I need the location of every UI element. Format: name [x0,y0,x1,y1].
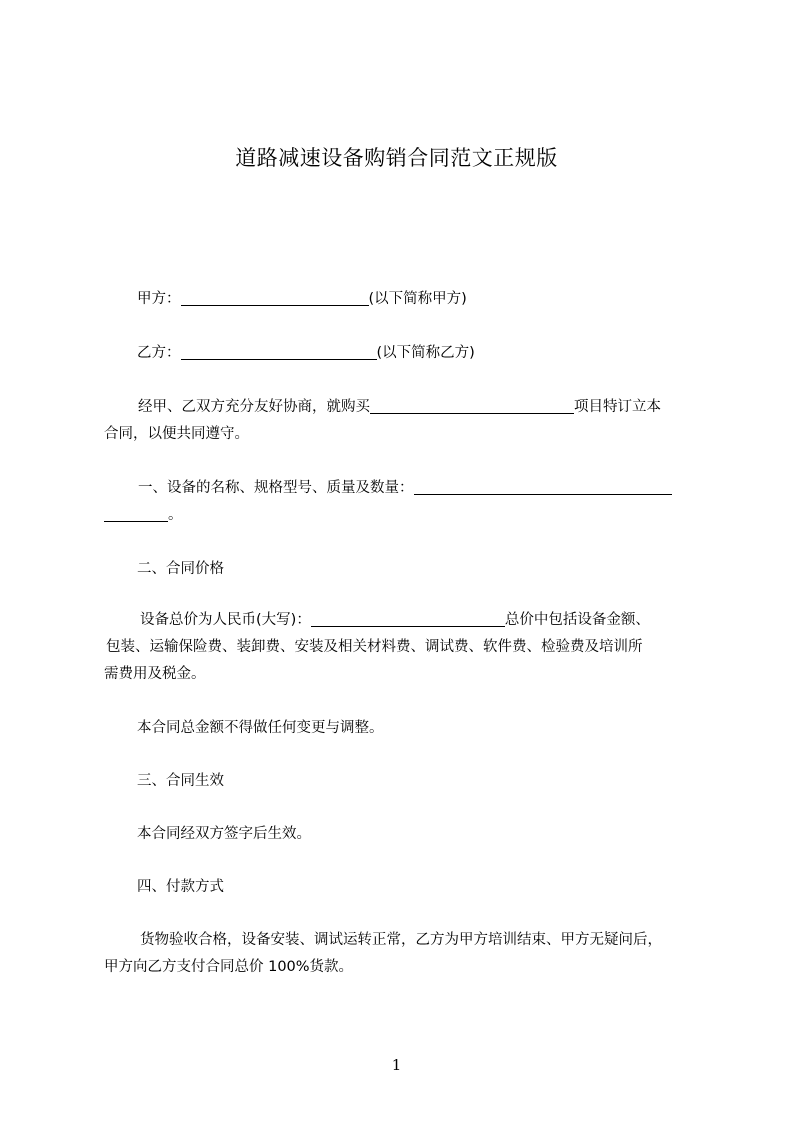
equipment-spec-blank-cont[interactable] [104,505,168,522]
party-a-line [137,286,737,313]
section3-text: 本合同经双方签字后生效。 [137,826,311,842]
price-prefix: 设备总价为人民币(大写)： [140,612,311,628]
party-b-line [137,340,737,367]
section2-note: 本合同总金额不得做任何变更与调整。 [137,720,384,736]
document-title: 道路减速设备购销合同范文正规版 [235,146,558,170]
intro-suffix: 项目特订立本 [574,399,661,415]
equipment-spec-blank[interactable] [414,478,672,495]
section1-line-2 [104,502,704,529]
party-a-suffix: (以下简称甲方) [368,291,467,307]
party-b-suffix: (以下简称乙方) [376,345,475,361]
section1-end: 。 [168,507,183,523]
purchase-item-blank[interactable] [370,397,574,414]
price-amount-blank[interactable] [311,610,505,627]
section2-line-3: 需费用及税金。 [104,666,206,682]
section2-heading: 二、合同价格 [137,561,224,577]
party-b-blank[interactable] [181,343,377,360]
section2-line-2: 包装、运输保险费、装卸费、安装及相关材料费、调试费、软件费、检验费及培训所 [106,639,643,655]
intro-line-1 [138,394,738,421]
section3-heading: 三、合同生效 [137,773,224,789]
section1-line-1 [138,475,738,502]
party-a-label: 甲方： [137,291,181,307]
page-number: 1 [391,1056,402,1074]
section1-text: 一、设备的名称、规格型号、质量及数量： [138,480,414,496]
party-b-label: 乙方： [137,345,181,361]
section2-price-line [140,607,740,634]
section4-heading: 四、付款方式 [137,879,224,895]
section4-line-1: 货物验收合格，设备安装、调试运转正常，乙方为甲方培训结束、甲方无疑问后， [140,932,662,948]
intro-line-2: 合同，以便共同遵守。 [104,426,249,442]
intro-prefix: 经甲、乙双方充分友好协商，就购买 [138,399,370,415]
section4-line-2: 甲方向乙方支付合同总价 100%货款。 [104,959,354,975]
party-a-blank[interactable] [181,289,369,306]
price-suffix: 总价中包括设备金额、 [504,612,650,628]
